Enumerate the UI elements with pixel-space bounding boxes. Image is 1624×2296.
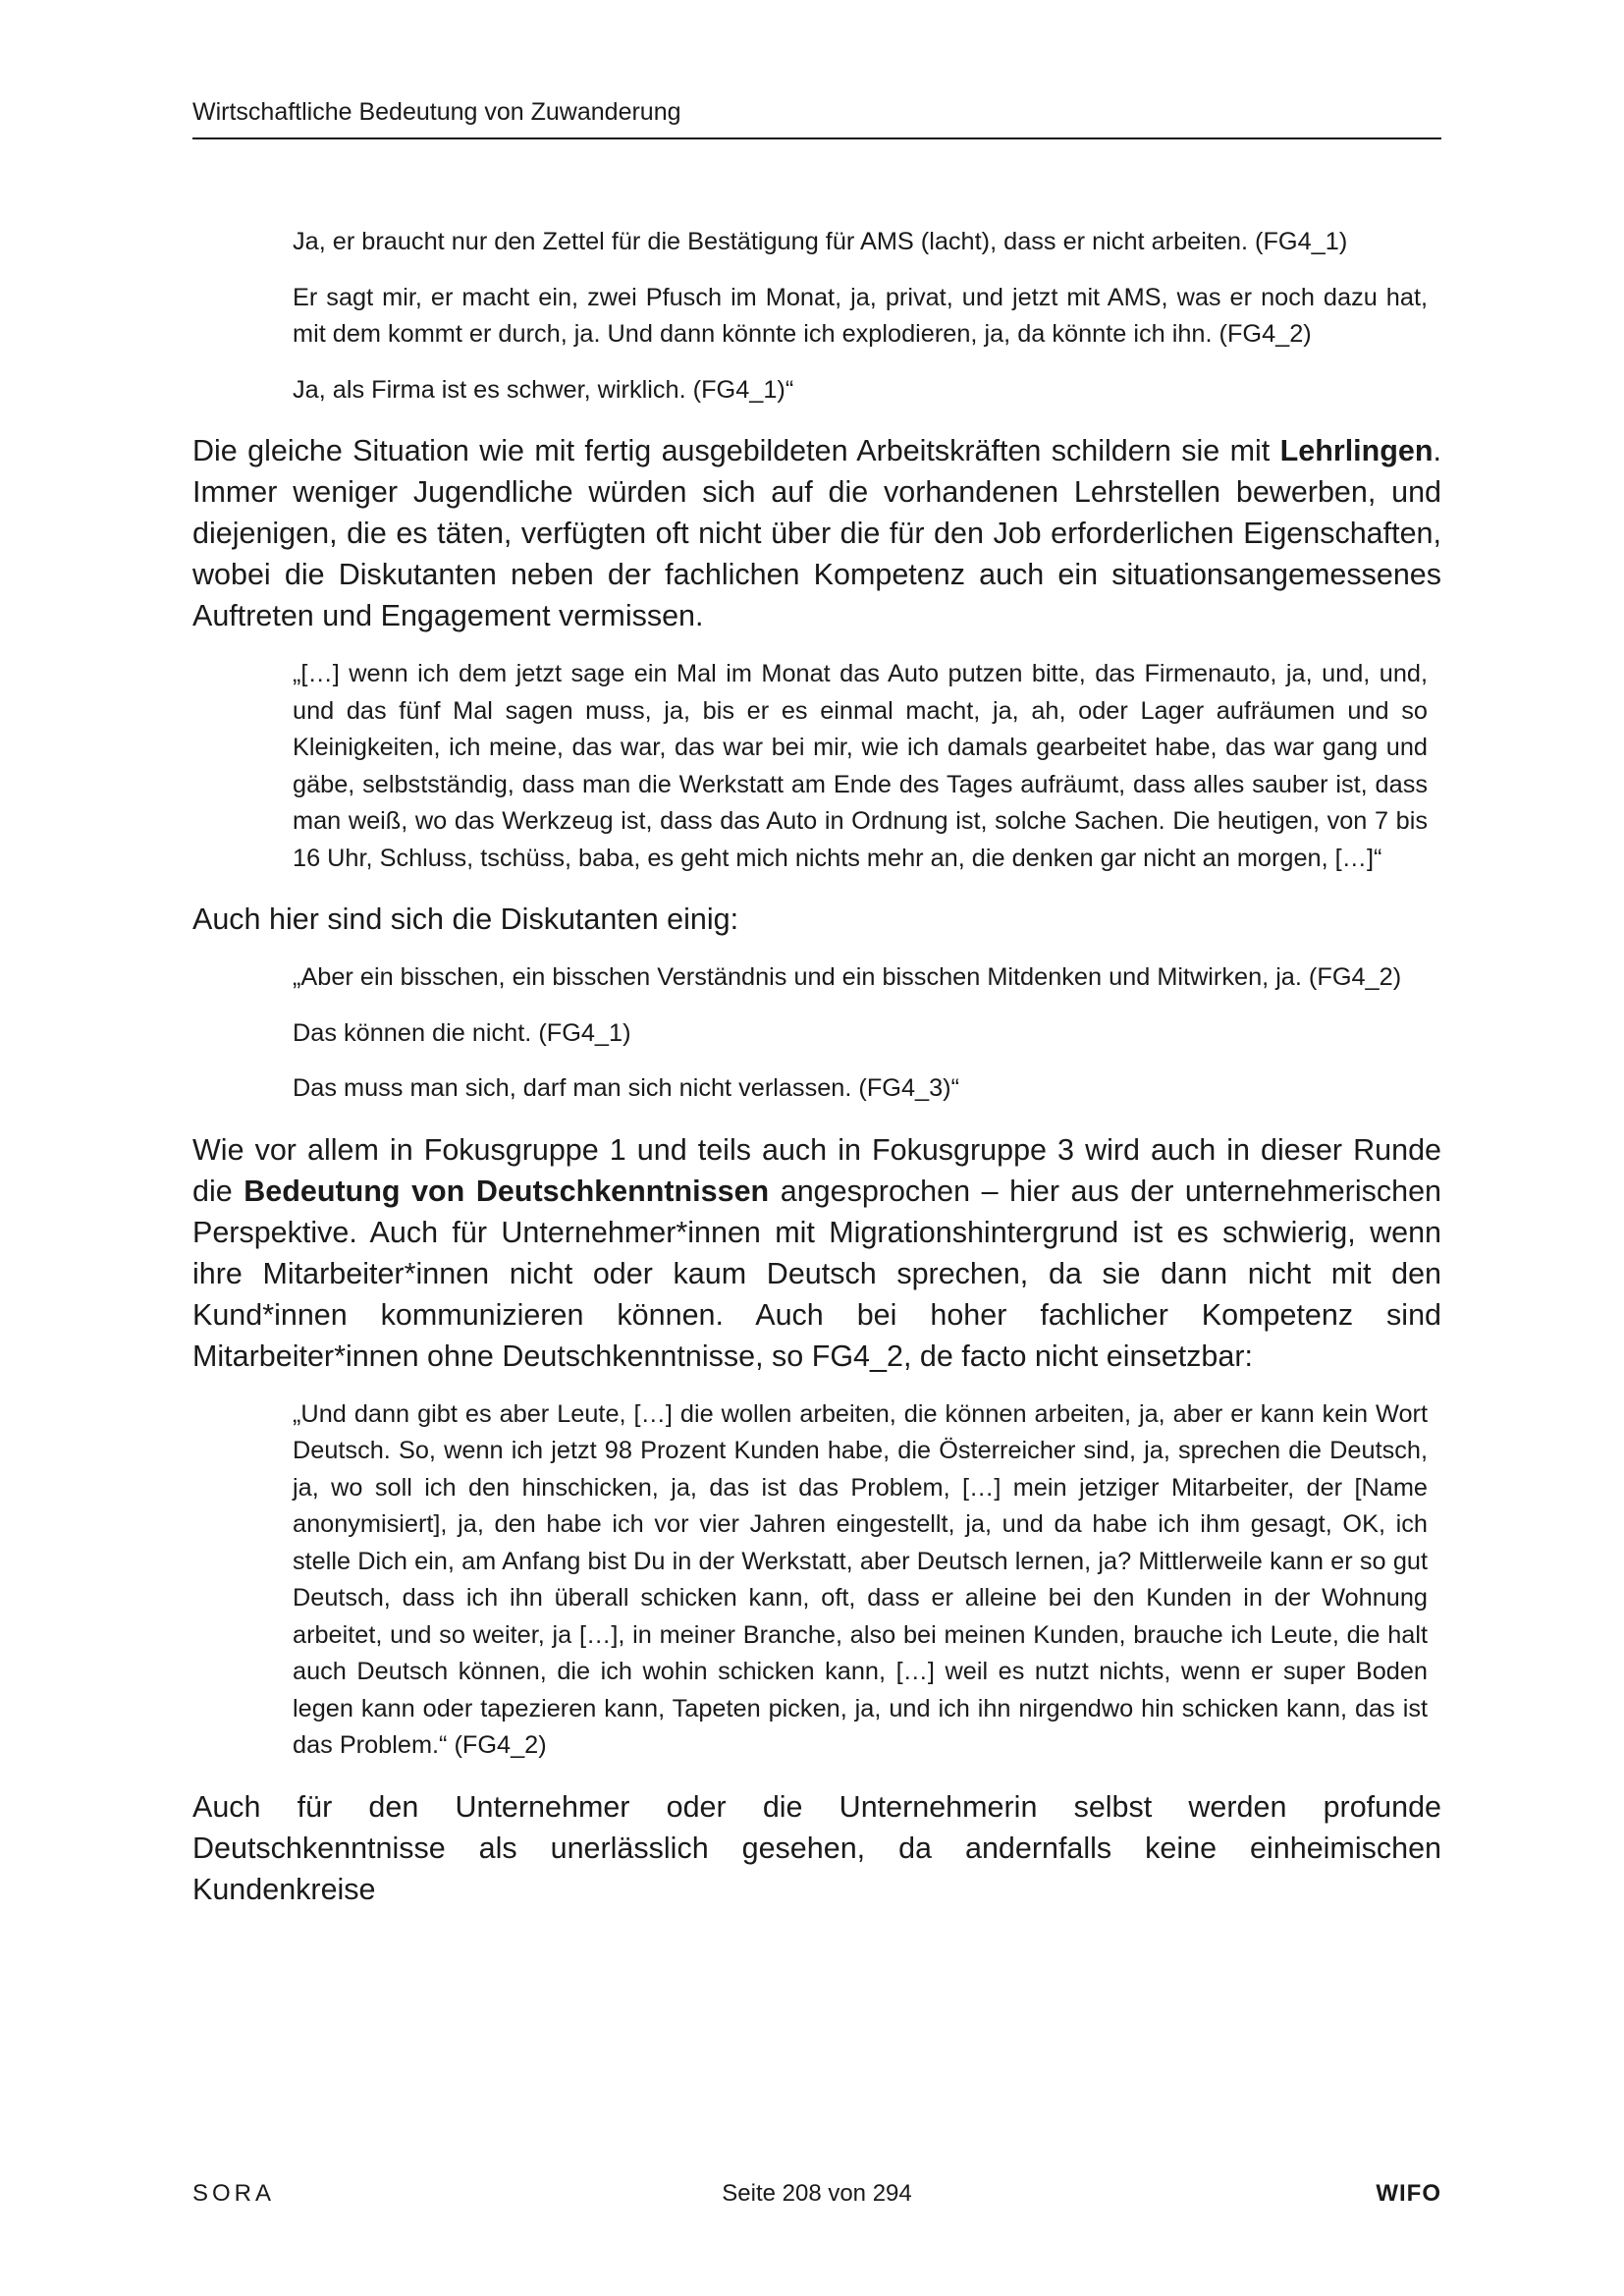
page-content xyxy=(192,224,1441,1930)
text-span: Die gleiche Situation wie mit fertig ausgebildeten Arbeitskräften schildern sie mit xyxy=(192,434,1280,467)
body-paragraph: Auch hier sind sich die Diskutanten einig: xyxy=(192,902,739,936)
quote-block: Ja, er braucht nur den Zettel für die Bestätigung für AMS (lacht), dass er nicht arbeiten. (FG4_1) xyxy=(293,228,1348,255)
quote-block: Das können die nicht. (FG4_1) xyxy=(293,1018,631,1047)
page-header xyxy=(192,94,1441,139)
text-span: Wie vor allem in Fokusgruppe 1 und teils auch in Fokusgruppe 3 wird auch in dieser Runde die xyxy=(192,1132,1441,1208)
footer-right-logo: WIFO xyxy=(1376,2180,1441,2207)
body-paragraph xyxy=(192,430,1441,636)
body-paragraph: Auch für den Unternehmer oder die Unternehmerin selbst werden profunde Deutschkenntnisse als unerlässlich gesehen, da andernfalls keine einheimischen Kundenkreise xyxy=(192,1789,1441,1906)
body-paragraph xyxy=(192,1129,1441,1377)
quote-block: Das muss man sich, darf man sich nicht verlassen. (FG4_3)“ xyxy=(293,1074,960,1102)
bold-term: Lehrlingen xyxy=(1279,434,1434,467)
bold-term: Bedeutung von Deutschkenntnissen xyxy=(244,1174,770,1208)
quote-block: „[…] wenn ich dem jetzt sage ein Mal im Monat das Auto putzen bitte, das Firmenauto, ja, und, und, und das fünf Mal sagen muss, ja, bis er es einmal macht, ja, ah, oder Lager aufräumen und so Kleinigkeiten, ich meine, das war, das war bei mir, wie ich damals gearbeitet habe, das war gang und gäbe, selbstständig, dass man die Werkstatt am Ende des Tages aufräumt, dass alles sauber ist, dass man weiß, wo das Werkzeug ist, dass das Auto in Ordnung ist, solche Sachen. Die heutigen, von 7 bis 16 Uhr, Schluss, tschüss, baba, es geht mich nichts mehr an, die denken gar nicht an morgen, […]“ xyxy=(293,660,1428,872)
quote-block: „Und dann gibt es aber Leute, […] die wollen arbeiten, die können arbeiten, ja, aber er kann kein Wort Deutsch. So, wenn ich jetzt 98 Prozent Kunden habe, die Österreicher sind, ja, sprechen die Deutsch, ja, wo soll ich den hinschicken, ja, das ist das Problem, […] mein jetziger Mitarbeiter, der [Name anonymisiert], ja, den habe ich vor vier Jahren eingestellt, ja, und da habe ich ihm gesagt, OK, ich stelle Dich ein, am Anfang bist Du in der Werkstatt, aber Deutsch lernen, ja? Mittlerweile kann er so gut Deutsch, dass ich ihn überall schicken kann, oft, dass er alleine bei den Kunden in der Wohnung arbeitet, und so weiter, ja […], in meiner Branche, also bei meinen Kunden, brauche ich Leute, die halt auch Deutsch können, die ich wohin schicken kann, […] weil es nutzt nichts, wenn er super Boden legen kann oder tapezieren kann, Tapeten picken, ja, und ich ihn nirgendwo hin schicken kann, das ist das Problem.“ (FG4_2) xyxy=(293,1399,1428,1759)
footer-left-logo: SORA xyxy=(192,2180,276,2207)
page-footer xyxy=(192,2176,1441,2212)
quote-block: Er sagt mir, er macht ein, zwei Pfusch im Monat, ja, privat, und jetzt mit AMS, was er noch dazu hat, mit dem kommt er durch, ja. Und dann könnte ich explodieren, ja, da könnte ich ihn. (FG4_2) xyxy=(293,283,1428,348)
page-number: Seite 208 von 294 xyxy=(722,2180,912,2207)
text-span: . Immer weniger Jugendliche würden sich auf die vorhandenen Lehrstellen bewerben, und diejenigen, die es täten, verfügten oft nicht über die für den Job erforderlichen Eigenschaften, wobei die Diskutanten neben der fachlichen Kompetenz auch ein situationsangemessenes Auftreten und Engagement vermissen. xyxy=(192,434,1441,632)
text-span: angesprochen – hier aus der unternehmerischen Perspektive. Auch für Unternehmer*innen mit Migrationshintergrund ist es schwierig, wenn ihre Mitarbeiter*innen nicht oder kaum Deutsch sprechen, da sie dann nicht mit den Kund*innen kommunizieren können. Auch bei hoher fachlicher Kompetenz sind Mitarbeiter*innen ohne Deutschkenntnisse, so FG4_2, de facto nicht einsetzbar: xyxy=(192,1174,1442,1373)
quote-block: „Aber ein bisschen, ein bisschen Verständnis und ein bisschen Mitdenken und Mitwirken, ja. (FG4_2) xyxy=(293,963,1402,991)
header-title: Wirtschaftliche Bedeutung von Zuwanderung xyxy=(192,98,681,126)
quote-block: Ja, als Firma ist es schwer, wirklich. (FG4_1)“ xyxy=(293,375,794,404)
